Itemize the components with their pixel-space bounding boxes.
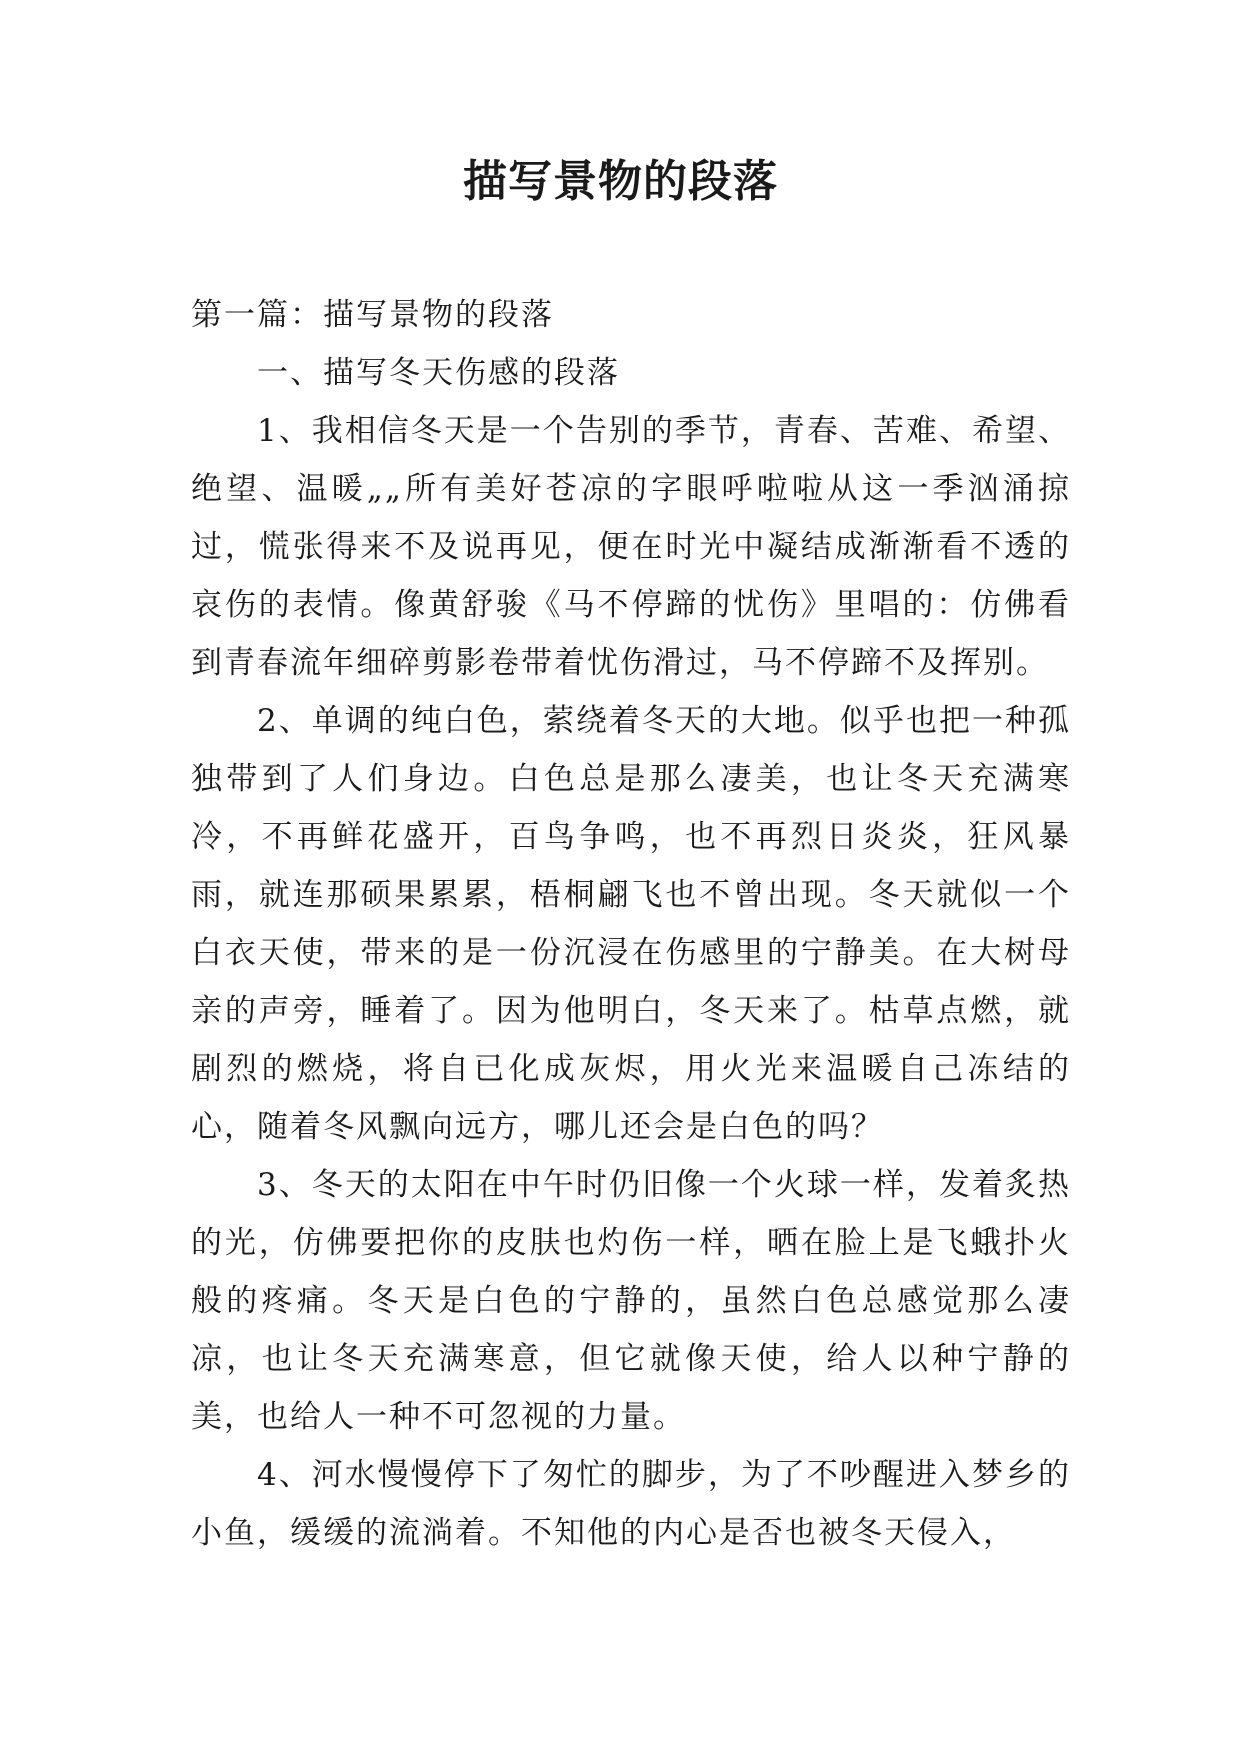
paragraph-1: 1、我相信冬天是一个告别的季节，青春、苦难、希望、绝望、温暖„„所有美好苍凉的字眼呼啦啦从这一季汹涌掠过，慌张得来不及说再见，便在时光中凝结成渐渐看不透的哀伤的表情。像黄舒骏《马不停蹄的忧伤》里唱的：仿佛看到青春流年细碎剪影卷带着忧伤滑过，马不停蹄不及挥别。 <box>191 413 1071 681</box>
paragraph-4: 4、河水慢慢停下了匆忙的脚步，为了不吵醒进入梦乡的小鱼，缓缓的流淌着。不知他的内心是否也被冬天侵入， <box>191 1457 1071 1551</box>
document-body <box>191 286 1071 1562</box>
section-heading: 第一篇：描写景物的段落 <box>191 297 554 333</box>
document-title: 描写景物的段落 <box>463 156 778 207</box>
paragraph-2: 2、单调的纯白色，萦绕着冬天的大地。似乎也把一种孤独带到了人们身边。白色总是那么凄美，也让冬天充满寒冷，不再鲜花盛开，百鸟争鸣，也不再烈日炎炎，狂风暴雨，就连那硕果累累，梧桐翩飞也不曾出现。冬天就似一个白衣天使，带来的是一份沉浸在伤感里的宁静美。在大树母亲的声旁，睡着了。因为他明白，冬天来了。枯草点燃，就剧烈的燃烧，将自已化成灰烬，用火光来温暖自己冻结的心，随着冬风飘向远方，哪儿还会是白色的吗？ <box>191 703 1071 1145</box>
sub-heading: 一、描写冬天伤感的段落 <box>257 355 620 391</box>
paragraph-3: 3、冬天的太阳在中午时仍旧像一个火球一样，发着炙热的光，仿佛要把你的皮肤也灼伤一样，晒在脸上是飞蛾扑火般的疼痛。冬天是白色的宁静的，虽然白色总感觉那么凄凉，也让冬天充满寒意，但它就像天使，给人以种宁静的美，也给人一种不可忽视的力量。 <box>191 1167 1071 1435</box>
